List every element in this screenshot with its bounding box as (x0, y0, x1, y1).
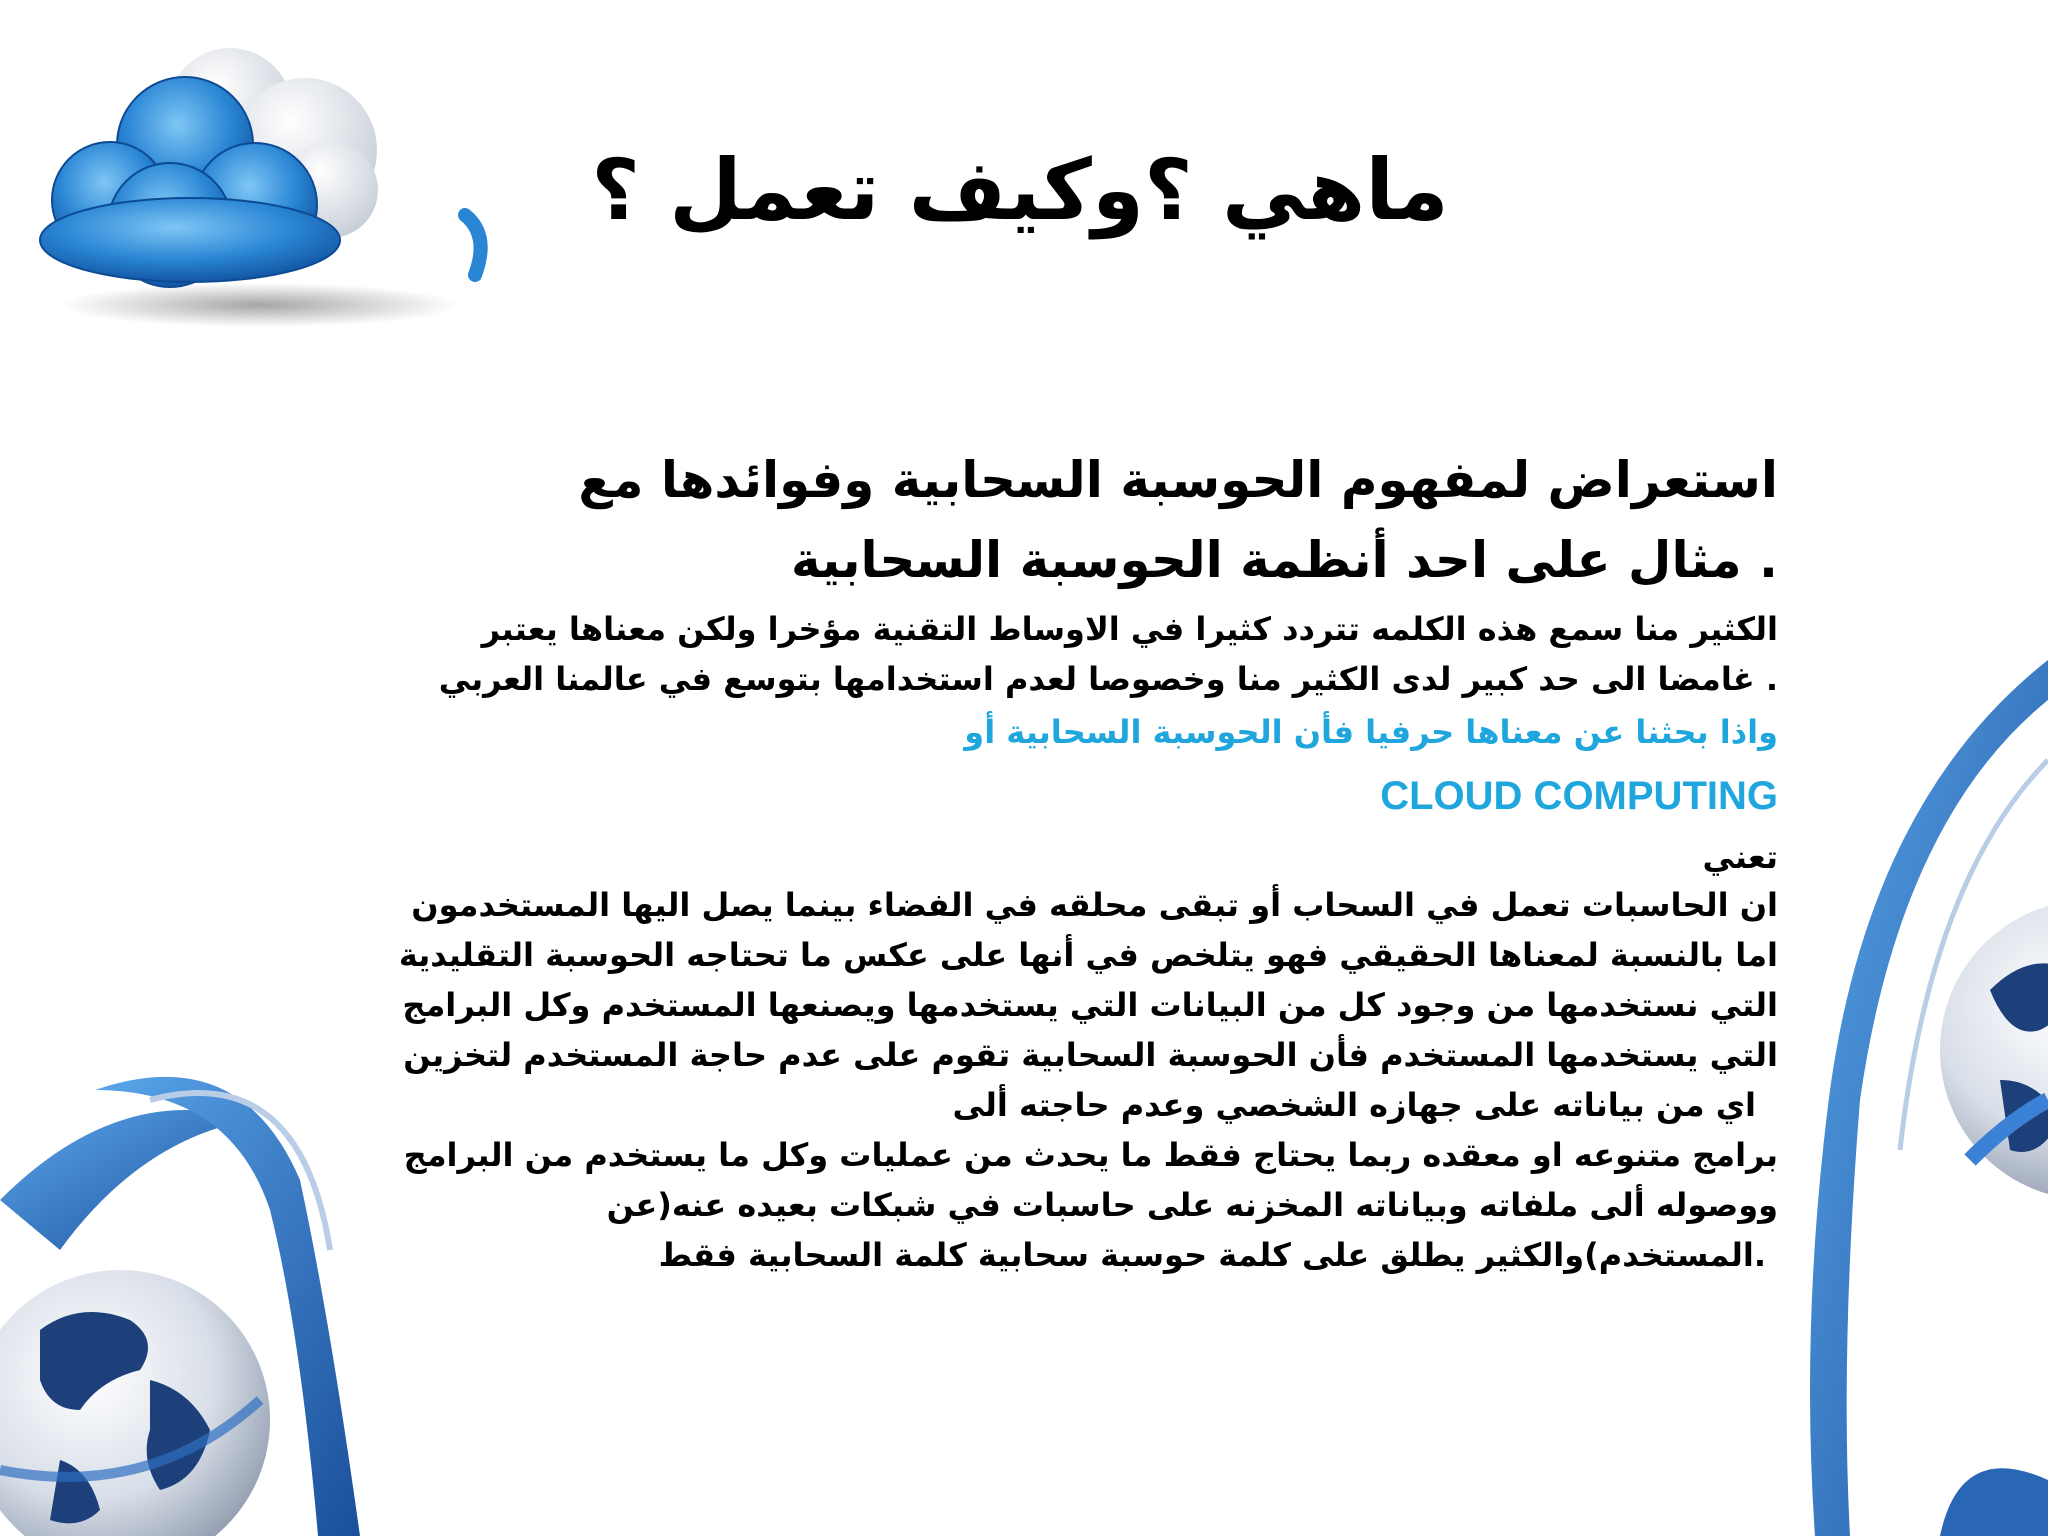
body-line: التي نستخدمها من وجود كل من البيانات التي يستخدمها ويصنعها المستخدم وكل البرامج (402, 986, 1778, 1024)
globe-icon (1940, 900, 2048, 1200)
highlight-arabic: واذا بحثنا عن معناها حرفيا فأن الحوسبة السحابية أو (964, 713, 1778, 751)
cloud-icon (40, 48, 481, 327)
highlight-english: CLOUD COMPUTING (1380, 774, 1778, 818)
body-line: .المستخدم)والكثير يطلق على كلمة حوسبة سحابية كلمة السحابية فقط (658, 1236, 1766, 1274)
body-line: ووصوله ألى ملفاته وبياناته المخزنه على حاسبات في شبكات بعيده عنه(عن (606, 1186, 1778, 1224)
body-line: التي يستخدمها المستخدم فأن الحوسبة السحابية تقوم على عدم حاجة المستخدم لتخزين (403, 1036, 1778, 1074)
body-line: اما بالنسبة لمعناها الحقيقي فهو يتلخص في أنها على عكس ما تحتاجه الحوسبة التقليدية (398, 936, 1778, 974)
intro-line: . غامضا الى حد كبير لدى الكثير منا وخصوصا لعدم استخدامها بتوسع في عالمنا العربي (438, 660, 1778, 698)
body-line: ان الحاسبات تعمل في السحاب أو تبقى محلقه في الفضاء بينما يصل اليها المستخدمون (411, 886, 1778, 924)
slide-body (300, 440, 1778, 1280)
globe-icon (0, 1270, 270, 1536)
slide-title: ماهي ؟وكيف تعمل ؟ (591, 141, 1449, 239)
subtitle-line: استعراض لمفهوم الحوسبة السحابية وفوائدها مع (578, 451, 1778, 509)
body-line: برامج متنوعه او معقده ربما يحتاج فقط ما يحدث من عمليات وكل ما يستخدم من البرامج (403, 1136, 1778, 1174)
means-word: تعني (1702, 838, 1778, 876)
body-line: اي من بياناته على جهازه الشخصي وعدم حاجته ألى (952, 1086, 1756, 1124)
intro-line: الكثير منا سمع هذه الكلمه تتردد كثيرا في الاوساط التقنية مؤخرا ولكن معناها يعتبر (481, 610, 1778, 648)
subtitle-line: . مثال على احد أنظمة الحوسبة السحابية (791, 531, 1778, 589)
